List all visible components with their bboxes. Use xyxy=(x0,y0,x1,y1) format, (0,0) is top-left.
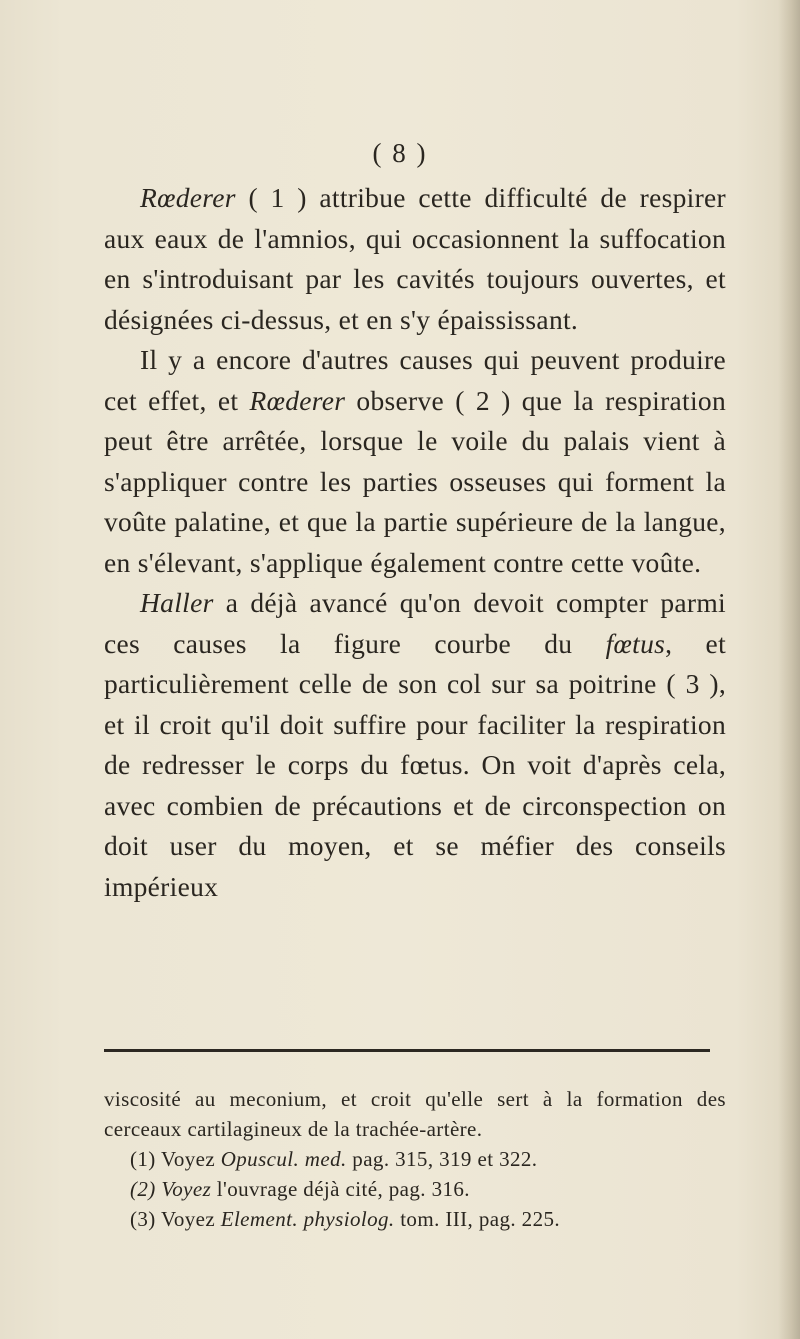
paragraph-text: , et particulièrement celle de son col sur sa poitrine ( 3 ), et il croit qu'il doit suffire pour faciliter la respiration de redresser le corps du fœtus. On voit d'après cela, avec combien de précautions et de circonspection on doit user du moyen, et se méfier des conseils impérieux xyxy=(104,627,727,902)
page-number: ( 8 ) xyxy=(372,138,428,168)
footnote-text: l'ouvrage déjà cité, pag. 316. xyxy=(211,1177,470,1201)
footnote-1 xyxy=(104,1144,726,1174)
footnote-reference: (2) Voyez xyxy=(130,1177,212,1201)
footnote-continuation: viscosité au meconium, et croit qu'elle sert à la formation des cerceaux cartilagineux de la trachée-artère. xyxy=(104,1087,726,1141)
footnote-text: (1) Voyez xyxy=(130,1147,221,1171)
author-name: Rœderer xyxy=(249,384,346,416)
footnote-divider xyxy=(104,1049,710,1052)
paragraph-text: a déjà avancé qu'on devoit compter parmi ces causes la figure courbe du xyxy=(104,587,726,659)
main-text xyxy=(104,178,726,907)
paragraph-3 xyxy=(104,583,726,907)
italic-term: fœtus xyxy=(605,627,666,659)
footnote-reference: Opuscul. med. xyxy=(220,1147,347,1171)
footnote-text: (3) Voyez xyxy=(130,1207,221,1231)
author-name: Haller xyxy=(140,587,214,618)
footnote-text: pag. 315, 319 et 322. xyxy=(346,1147,538,1171)
footnote-reference: Element. physiolog. xyxy=(220,1207,395,1231)
footnote-text: tom. III, pag. 225. xyxy=(394,1207,561,1231)
paragraph-1 xyxy=(104,178,726,340)
paragraph-text: ( 1 ) attribue cette difficulté de respirer aux eaux de l'amnios, qui occasionnent la suffocation en s'introduisant par les cavités toujours ouvertes, et désignées ci-dessus, et en s'y épaississant. xyxy=(104,182,726,335)
footnote-2 xyxy=(104,1174,726,1204)
page-edge-shadow xyxy=(778,0,800,1339)
footnote-3 xyxy=(104,1204,726,1234)
paragraph-2 xyxy=(104,340,726,583)
paragraph-text: Il y a encore d'autres causes qui peuvent produire cet effet, et xyxy=(104,344,726,416)
footnotes xyxy=(104,1084,726,1234)
author-name: Rœderer xyxy=(140,182,236,213)
paragraph-text: observe ( 2 ) que la respiration peut être arrêtée, lorsque le voile du palais vient à s'appliquer contre les parties osseuses qui forment la voûte palatine, et que la partie supérieure de la langue, en s'élevant, s'applique également contre cette voûte. xyxy=(104,384,727,578)
